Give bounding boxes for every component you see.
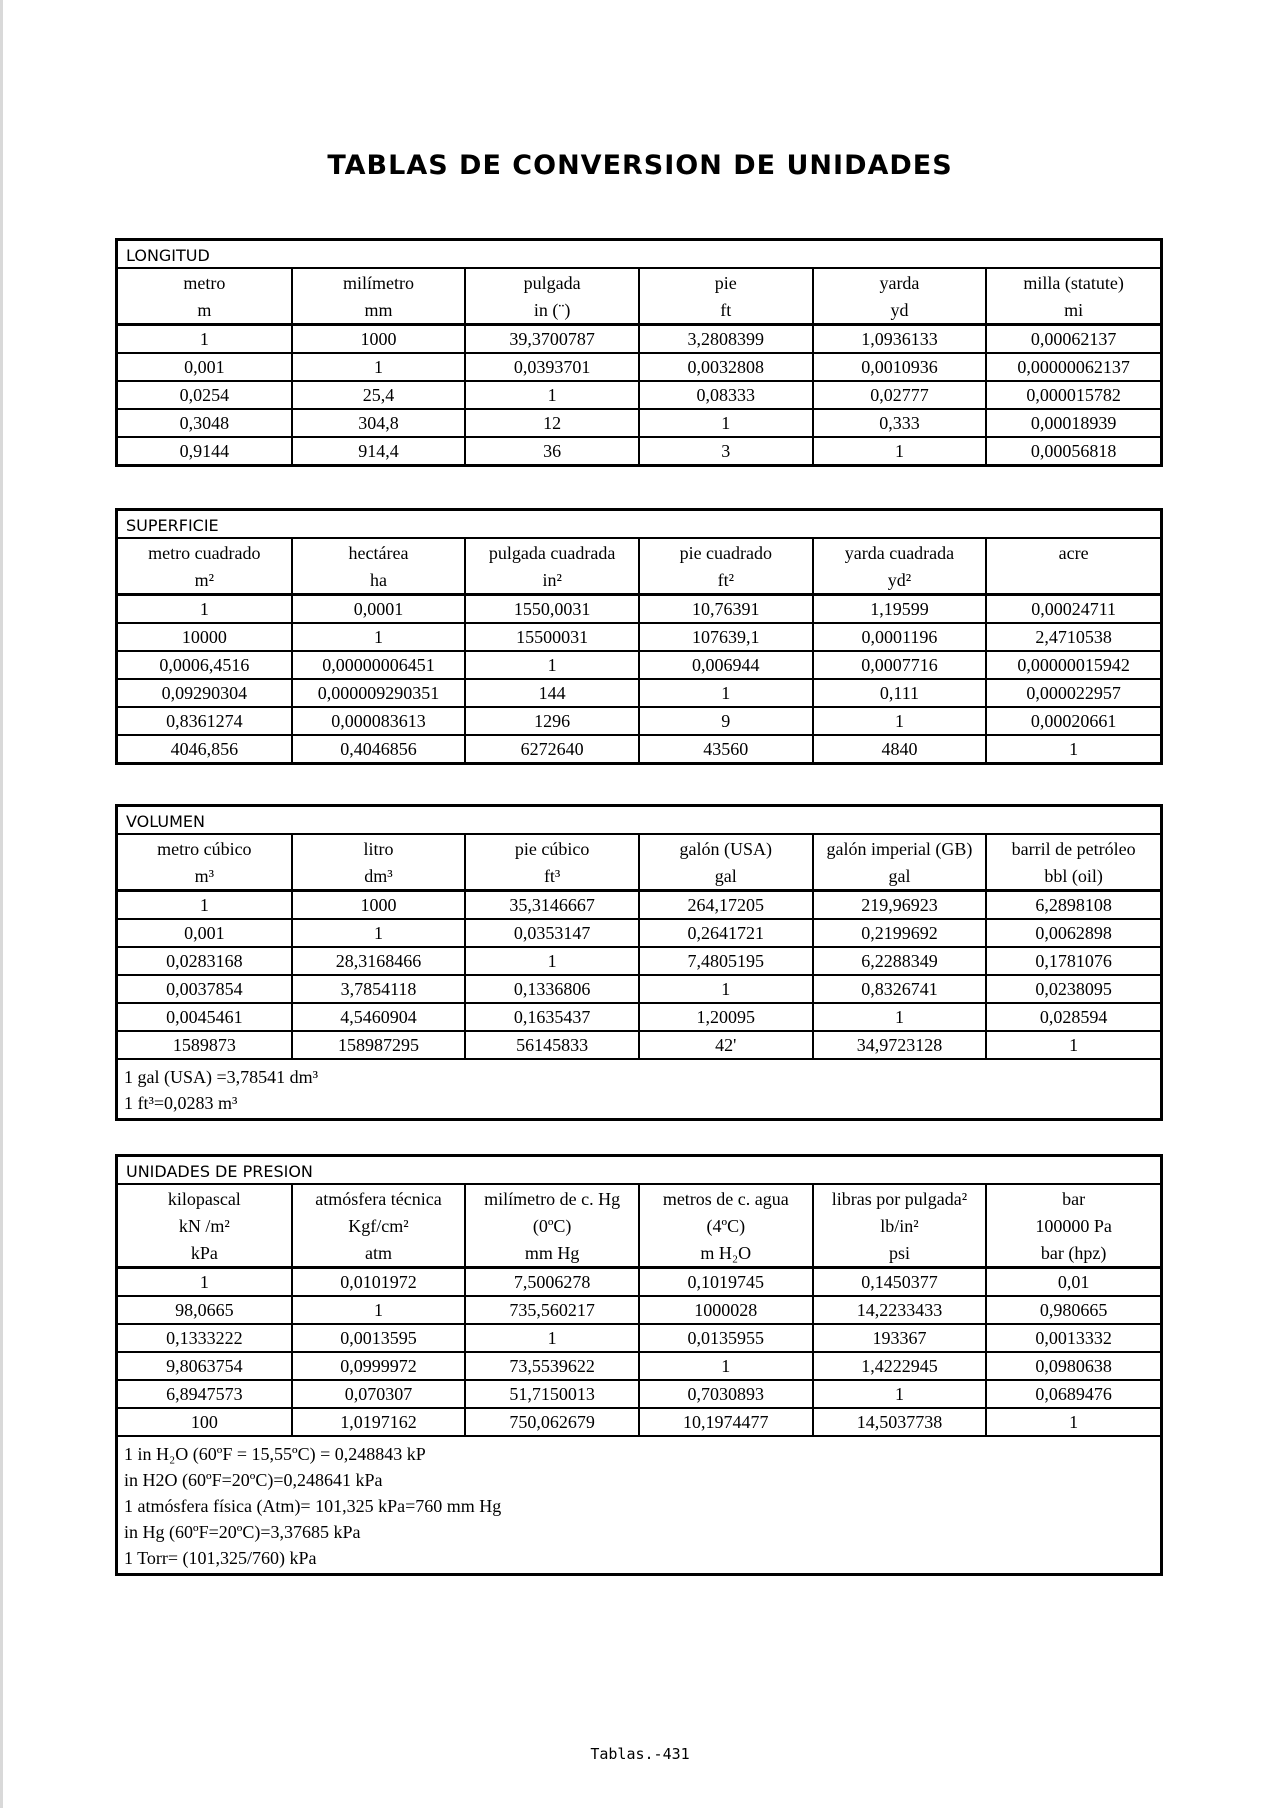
table-cell: 0,0999972 [292, 1352, 466, 1380]
table-cell: 98,0665 [118, 1296, 292, 1324]
table-cell: 3,7854118 [292, 975, 466, 1003]
unit-row [118, 1239, 1160, 1268]
table-cell: 100 [190, 1412, 218, 1432]
table-cell: 56145833 [465, 1031, 639, 1058]
table-row [118, 623, 1160, 651]
unit-label: in (¨) [465, 296, 639, 325]
unit-label: mm Hg [465, 1239, 639, 1268]
table-cell: 6272640 [465, 735, 639, 762]
table-cell: 0,0045461 [118, 1003, 292, 1031]
table-row [118, 409, 1160, 437]
table-row [118, 1324, 1160, 1352]
notes [118, 1435, 1160, 1573]
table-cell: 0,2641721 [639, 919, 813, 947]
table-cell: 1,0197162 [292, 1408, 466, 1435]
table-cell: 10,76391 [639, 595, 813, 624]
column-header: acre [986, 539, 1160, 566]
table-cell: 51,7150013 [465, 1380, 639, 1408]
column-header: milla (statute) [986, 269, 1160, 296]
column-header: galón imperial (GB) [813, 835, 987, 862]
table-cell: 0,00062137 [986, 325, 1160, 354]
table-cell: 264,17205 [639, 891, 813, 920]
conversion-table [118, 539, 1160, 762]
table-cell: 3 [639, 437, 813, 464]
table-row [118, 595, 1160, 624]
table-cell: 1 [986, 735, 1160, 762]
table-cell: 0,1635437 [465, 1003, 639, 1031]
table-cell: 0,7030893 [639, 1380, 813, 1408]
page-title: TABLAS DE CONVERSION DE UNIDADES [327, 150, 953, 181]
table-row [118, 1268, 1160, 1297]
table-cell: 1,20095 [639, 1003, 813, 1031]
table-cell: 39,3700787 [465, 325, 639, 354]
table-cell: 1 [118, 595, 292, 624]
section-title: SUPERFICIE [118, 511, 1160, 539]
table-cell: 0,0013595 [292, 1324, 466, 1352]
table-cell: 0,0689476 [986, 1380, 1160, 1408]
table-cell: 0,02777 [813, 381, 987, 409]
table-cell: 1 [639, 409, 813, 437]
unit-label: dm³ [292, 862, 466, 891]
unit-label [986, 566, 1160, 595]
table-cell: 0,0283168 [118, 947, 292, 975]
table-cell: 1 [813, 707, 987, 735]
unit-row [118, 296, 1160, 325]
table-cell: 0,0101972 [292, 1268, 466, 1297]
note-line: in H2O (60ºF=20ºC)=0,248641 kPa [124, 1470, 383, 1490]
table-cell: 1589873 [172, 1035, 236, 1055]
table-cell: 0,0007716 [813, 651, 987, 679]
table-cell: 914,4 [292, 437, 466, 464]
table-cell: 1 [639, 1352, 813, 1380]
table-cell: 9,8063754 [118, 1352, 292, 1380]
note-line: 1 ft³=0,0283 m³ [124, 1093, 238, 1113]
table-cell: 1 [118, 1268, 292, 1297]
table-cell: 0,028594 [986, 1003, 1160, 1031]
table-row [118, 891, 1160, 920]
table-cell: 144 [465, 679, 639, 707]
table-cell: 1296 [465, 707, 639, 735]
table-cell: 0,08333 [639, 381, 813, 409]
unit-label: (4ºC) [639, 1212, 813, 1239]
table-cell: 12 [465, 409, 639, 437]
table-cell: 43560 [639, 735, 813, 762]
table-cell: 0,0393701 [465, 353, 639, 381]
table-cell: 0,00000015942 [986, 651, 1160, 679]
table-cell: 1,19599 [813, 595, 987, 624]
unit-label: m³ [118, 862, 292, 891]
table-row [118, 1031, 1160, 1058]
table-cell: 1,0936133 [813, 325, 987, 354]
table-cell: 0,1333222 [118, 1324, 292, 1352]
column-header: metro [183, 272, 226, 293]
unit-label: yd² [813, 566, 987, 595]
unit-label: psi [813, 1239, 987, 1268]
column-header: yarda cuadrada [813, 539, 987, 566]
table-cell: 35,3146667 [465, 891, 639, 920]
table-row [118, 1003, 1160, 1031]
table-cell: 0,09290304 [118, 679, 292, 707]
unit-label: bar (hpz) [986, 1239, 1160, 1268]
table-row [118, 947, 1160, 975]
table-cell: 1 [986, 1408, 1160, 1435]
unit-label: kPa [118, 1239, 292, 1268]
table-row [118, 735, 1160, 762]
unit-label: m [118, 296, 292, 325]
table-cell: 0,00020661 [986, 707, 1160, 735]
header-row [118, 269, 1160, 296]
table-cell: 0,8326741 [813, 975, 987, 1003]
table-cell: 158987295 [292, 1031, 466, 1058]
table-cell: 0,001 [118, 353, 292, 381]
table-cell: 1 [465, 651, 639, 679]
column-header: pulgada cuadrada [465, 539, 639, 566]
table-cell: 0,00024711 [986, 595, 1160, 624]
table-cell: 0,8361274 [118, 707, 292, 735]
table-cell: 1550,0031 [465, 595, 639, 624]
table-cell: 14,5037738 [813, 1408, 987, 1435]
table-row [118, 919, 1160, 947]
table-row [118, 651, 1160, 679]
table-cell: 0,006944 [639, 651, 813, 679]
table-cell: 6,8947573 [118, 1380, 292, 1408]
table-cell: 0,333 [813, 409, 987, 437]
table-cell: 0,000009290351 [292, 679, 466, 707]
table-cell: 1 [292, 623, 466, 651]
table-cell: 0,3048 [118, 409, 292, 437]
page-footer: Tablas.-431 [590, 1745, 690, 1763]
table-cell: 14,2233433 [813, 1296, 987, 1324]
table-cell: 0,0032808 [639, 353, 813, 381]
table-cell: 0,0010936 [813, 353, 987, 381]
table-row [118, 437, 1160, 464]
table-cell: 0,0001196 [813, 623, 987, 651]
table-cell: 1 [292, 353, 466, 381]
table-row [118, 679, 1160, 707]
column-header: milímetro [292, 269, 466, 296]
column-header: yarda [813, 269, 987, 296]
unit-row [118, 1212, 1160, 1239]
table-row [118, 353, 1160, 381]
longitud-table [115, 238, 1163, 467]
table-cell: 0,1336806 [465, 975, 639, 1003]
table-row [118, 975, 1160, 1003]
table-cell: 0,111 [813, 679, 987, 707]
table-cell: 42' [639, 1031, 813, 1058]
unit-label: mm [292, 296, 466, 325]
section-title: LONGITUD [118, 241, 1160, 269]
unit-label: m H₂O [639, 1239, 813, 1268]
column-header: pie cúbico [465, 835, 639, 862]
column-header: hectárea [292, 539, 466, 566]
column-header: pie [639, 269, 813, 296]
note-line: 1 gal (USA) =3,78541 dm³ [124, 1067, 319, 1087]
table-cell: 0,00018939 [986, 409, 1160, 437]
unit-label: (0ºC) [465, 1212, 639, 1239]
table-cell: 0,0006,4516 [118, 651, 292, 679]
table-cell: 0,980665 [986, 1296, 1160, 1324]
volumen-table [115, 804, 1163, 1121]
table-cell: 0,0135955 [639, 1324, 813, 1352]
unit-label: ft [639, 296, 813, 325]
conversion-table [118, 835, 1160, 1058]
table-cell: 0,000022957 [986, 679, 1160, 707]
table-cell: 0,0980638 [986, 1352, 1160, 1380]
section-title: UNIDADES DE PRESION [118, 1157, 1160, 1185]
column-header: kilopascal [167, 1188, 241, 1209]
table-row [118, 1296, 1160, 1324]
table-cell: 1 [118, 325, 292, 354]
unit-row [118, 566, 1160, 595]
table-cell: 9 [639, 707, 813, 735]
table-cell: 0,01 [986, 1268, 1160, 1297]
note-line: 1 in H₂O (60ºF = 15,55ºC) = 0,248843 kP [124, 1444, 426, 1464]
column-header: barril de petróleo [986, 835, 1160, 862]
table-row [118, 1380, 1160, 1408]
unit-label: bbl (oil) [986, 862, 1160, 891]
table-cell: 7,5006278 [465, 1268, 639, 1297]
table-cell: 28,3168466 [292, 947, 466, 975]
notes [118, 1058, 1160, 1118]
table-cell: 0,9144 [179, 441, 230, 461]
column-header: bar [986, 1185, 1160, 1212]
table-cell: 1000 [292, 325, 466, 354]
table-cell: 1 [465, 1324, 639, 1352]
note-line: 1 atmósfera física (Atm)= 101,325 kPa=760 mm Hg [124, 1496, 502, 1516]
column-header: pie cuadrado [639, 539, 813, 566]
table-cell: 0,0254 [118, 381, 292, 409]
table-cell: 0,000083613 [292, 707, 466, 735]
table-cell: 4,5460904 [292, 1003, 466, 1031]
table-row [118, 1408, 1160, 1435]
table-cell: 0,1019745 [639, 1268, 813, 1297]
table-cell: 219,96923 [813, 891, 987, 920]
note-line: 1 Torr= (101,325/760) kPa [124, 1548, 317, 1568]
table-cell: 0,000015782 [986, 381, 1160, 409]
table-row [118, 325, 1160, 354]
table-cell: 0,001 [118, 919, 292, 947]
table-cell: 1 [292, 919, 466, 947]
table-cell: 7,4805195 [639, 947, 813, 975]
column-header: litro [292, 835, 466, 862]
column-header: metros de c. agua [639, 1185, 813, 1212]
table-cell: 1 [639, 975, 813, 1003]
table-cell: 0,1450377 [813, 1268, 987, 1297]
unit-label: gal [639, 862, 813, 891]
table-cell: 1 [465, 947, 639, 975]
unit-label: atm [292, 1239, 466, 1268]
table-cell: 107639,1 [639, 623, 813, 651]
unit-label: gal [813, 862, 987, 891]
unit-label: Kgf/cm² [292, 1212, 466, 1239]
table-row [118, 707, 1160, 735]
table-cell: 0,0001 [292, 595, 466, 624]
conversion-table [118, 269, 1160, 464]
table-cell: 0,4046856 [292, 735, 466, 762]
unit-label: ha [292, 566, 466, 595]
unit-label: kN /m² [178, 1215, 230, 1236]
column-header: galón (USA) [639, 835, 813, 862]
table-cell: 2,4710538 [986, 623, 1160, 651]
table-cell: 36 [465, 437, 639, 464]
table-cell: 0,0037854 [118, 975, 292, 1003]
unit-row [118, 862, 1160, 891]
column-header: metro cúbico [157, 838, 252, 859]
table-cell: 4046,856 [170, 739, 239, 759]
table-row [118, 381, 1160, 409]
note-line: in Hg (60ºF=20ºC)=3,37685 kPa [124, 1522, 361, 1542]
header-row [118, 835, 1160, 862]
table-cell: 0,00056818 [986, 437, 1160, 464]
table-cell: 10,1974477 [639, 1408, 813, 1435]
header-row [118, 539, 1160, 566]
table-cell: 1 [986, 1031, 1160, 1058]
table-cell: 304,8 [292, 409, 466, 437]
table-cell: 6,2898108 [986, 891, 1160, 920]
table-cell: 73,5539622 [465, 1352, 639, 1380]
unit-label: lb/in² [813, 1212, 987, 1239]
column-header: pulgada [465, 269, 639, 296]
section-title: VOLUMEN [118, 807, 1160, 835]
table-row [118, 1352, 1160, 1380]
table-cell: 0,0353147 [465, 919, 639, 947]
table-cell: 1 [813, 1003, 987, 1031]
table-cell: 735,560217 [465, 1296, 639, 1324]
table-cell: 0,00000062137 [986, 353, 1160, 381]
table-cell: 1 [813, 1380, 987, 1408]
superficie-table [115, 508, 1163, 765]
unit-label: ft² [639, 566, 813, 595]
column-header: milímetro de c. Hg [465, 1185, 639, 1212]
column-header: atmósfera técnica [292, 1185, 466, 1212]
unit-label: mi [986, 296, 1160, 325]
table-cell: 0,00000006451 [292, 651, 466, 679]
unit-label: yd [813, 296, 987, 325]
unit-label: m² [118, 566, 292, 595]
table-cell: 0,0238095 [986, 975, 1160, 1003]
table-cell: 1 [639, 679, 813, 707]
table-cell: 0,070307 [292, 1380, 466, 1408]
table-cell: 10000 [118, 623, 292, 651]
table-cell: 3,2808399 [639, 325, 813, 354]
table-cell: 1,4222945 [813, 1352, 987, 1380]
table-cell: 1 [118, 891, 292, 920]
table-cell: 0,1781076 [986, 947, 1160, 975]
column-header: metro cuadrado [148, 542, 261, 563]
table-cell: 1 [292, 1296, 466, 1324]
unit-label: ft³ [465, 862, 639, 891]
table-cell: 0,0013332 [986, 1324, 1160, 1352]
table-cell: 15500031 [465, 623, 639, 651]
unit-label: in² [465, 566, 639, 595]
unit-label: 100000 Pa [986, 1212, 1160, 1239]
table-cell: 1000028 [639, 1296, 813, 1324]
table-cell: 750,062679 [465, 1408, 639, 1435]
table-cell: 4840 [813, 735, 987, 762]
table-cell: 25,4 [292, 381, 466, 409]
header-row [118, 1185, 1160, 1212]
column-header: libras por pulgada² [813, 1185, 987, 1212]
table-cell: 1 [813, 437, 987, 464]
page-edge [0, 0, 3, 1808]
table-cell: 1000 [292, 891, 466, 920]
table-cell: 0,0062898 [986, 919, 1160, 947]
presion-table [115, 1154, 1163, 1576]
table-cell: 1 [465, 381, 639, 409]
conversion-table [118, 1185, 1160, 1435]
table-cell: 34,9723128 [813, 1031, 987, 1058]
table-cell: 0,2199692 [813, 919, 987, 947]
table-cell: 6,2288349 [813, 947, 987, 975]
table-cell: 193367 [813, 1324, 987, 1352]
